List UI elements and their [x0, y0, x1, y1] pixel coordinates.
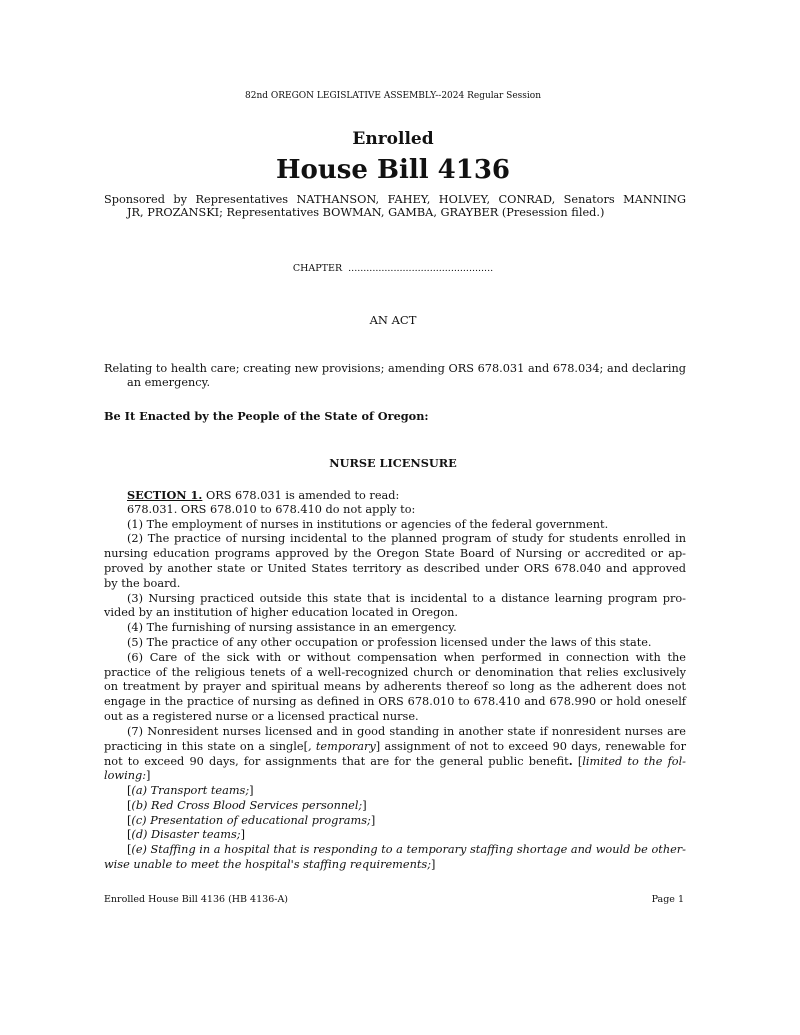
chapter-line: [0, 263, 786, 274]
act-heading: AN ACT: [369, 313, 417, 327]
body-line: (1) The employment of nurses in institutions or agencies of the federal government.: [127, 517, 609, 531]
section-1-body: [104, 488, 686, 873]
deleted-text: (c) Presentation of educational programs;: [131, 813, 371, 827]
bracket: [: [127, 798, 132, 812]
bracket: ]: [370, 813, 376, 827]
body-line: vided by an institution of higher education located in Oregon.: [104, 606, 458, 620]
bracket: [: [127, 843, 132, 857]
body-line: nursing education programs approved by the Oregon State Board of Nursing or accredited or ap-: [104, 547, 686, 561]
bracket: ]: [431, 857, 436, 871]
text-run: [: [572, 755, 583, 769]
bracket: ]: [362, 798, 367, 812]
deleted-text: (a) Transport teams;: [131, 783, 250, 797]
relating-line: an emergency.: [127, 376, 211, 389]
deleted-item: [104, 858, 686, 873]
text-run: not to exceed 90 days, for assignments that are for the general public benefit: [104, 755, 569, 769]
enrolled-label: Enrolled: [352, 129, 434, 149]
bracket: ]: [240, 828, 245, 842]
body-line: (7) Nonresident nurses licensed and in good standing in another state if nonresident nurses are: [127, 724, 686, 738]
relating-line: Relating to health care; creating new provisions; amending ORS 678.031 and 678.034; and declaring: [104, 362, 686, 375]
bracket: [: [127, 783, 132, 797]
body-line-subsection-7: [104, 769, 686, 784]
body-line: (4) The furnishing of nursing assistance in an emergency.: [127, 621, 457, 635]
body-line: on treatment by prayer and spiritual means by adherents thereof so long as the adherent does not: [104, 680, 686, 694]
body-line-subsection-7: [104, 740, 686, 755]
body-line: (3) Nursing practiced outside this state that is incidental to a distance learning program pro-: [127, 591, 686, 605]
sponsors-line: Sponsored by Representatives NATHANSON, FAHEY, HOLVEY, CONRAD, Senators MANNING: [104, 193, 686, 206]
deleted-text: (d) Disaster teams;: [131, 828, 241, 842]
section-heading: NURSE LICENSURE: [329, 456, 457, 470]
body-line: (2) The practice of nursing incidental to the planned program of study for students enrolled in: [127, 532, 686, 546]
body-line: 678.031. ORS 678.010 to 678.410 do not apply to:: [127, 502, 416, 516]
added-text: .: [568, 754, 573, 769]
body-line: out as a registered nurse or a licensed practical nurse.: [104, 709, 419, 723]
deleted-item: [104, 814, 686, 829]
deleted-text: , temporary: [307, 739, 376, 753]
bracket: [: [127, 813, 132, 827]
deleted-text: (b) Red Cross Blood Services personnel;: [131, 798, 363, 812]
footer-bill-reference: Enrolled House Bill 4136 (HB 4136-A): [104, 894, 289, 905]
bracket: [: [127, 828, 132, 842]
footer-page-number: Page 1: [651, 894, 684, 905]
body-line: (6) Care of the sick with or without compensation when performed in connection with the: [127, 650, 686, 664]
deleted-text: lowing:: [104, 769, 147, 783]
deleted-item: [104, 828, 686, 843]
deleted-item: [104, 843, 686, 858]
chapter-label: CHAPTER: [292, 263, 343, 274]
section-1-intro: [104, 488, 686, 503]
deleted-text: limited to the fol-: [582, 755, 686, 769]
deleted-item: [104, 784, 686, 799]
bill-title: House Bill 4136: [275, 155, 511, 185]
section-intro-text: ORS 678.031 is amended to read:: [202, 489, 400, 502]
chapter-blank: ................................................: [348, 263, 494, 274]
section-label: SECTION 1.: [127, 488, 203, 502]
sponsors-line: JR, PROZANSKI; Representatives BOWMAN, GAMBA, GRAYBER (Presession filed.): [127, 206, 605, 219]
body-line: (5) The practice of any other occupation or profession licensed under the laws of this state.: [127, 635, 652, 649]
body-line-subsection-7: [104, 754, 686, 769]
text-run: ]: [146, 769, 151, 783]
relating-clause: [104, 362, 686, 390]
deleted-item: [104, 799, 686, 814]
sponsors-block: [104, 193, 686, 219]
bracket: ]: [249, 783, 254, 797]
deleted-text: wise unable to meet the hospital's staffing requirements;: [104, 857, 431, 871]
session-header: 82nd OREGON LEGISLATIVE ASSEMBLY--2024 Regular Session: [245, 91, 541, 101]
body-line: by the board.: [104, 576, 181, 590]
body-line: practice of the religious tenets of a well-recognized church or denomination that relies exclusively: [104, 665, 686, 679]
text-run: ] assignment of not to exceed 90 days, renewable for: [375, 739, 687, 753]
body-line: engage in the practice of nursing as defined in ORS 678.010 to 678.410 and 678.990 or hold oneself: [104, 695, 686, 709]
enacting-clause: Be It Enacted by the People of the State of Oregon:: [104, 409, 429, 423]
body-line: proved by another state or United States territory as described under ORS 678.040 and approved: [104, 561, 686, 575]
text-run: practicing in this state on a single[: [104, 739, 308, 753]
deleted-text: (e) Staffing in a hospital that is responding to a temporary staffing shortage and would be other-: [131, 843, 686, 857]
